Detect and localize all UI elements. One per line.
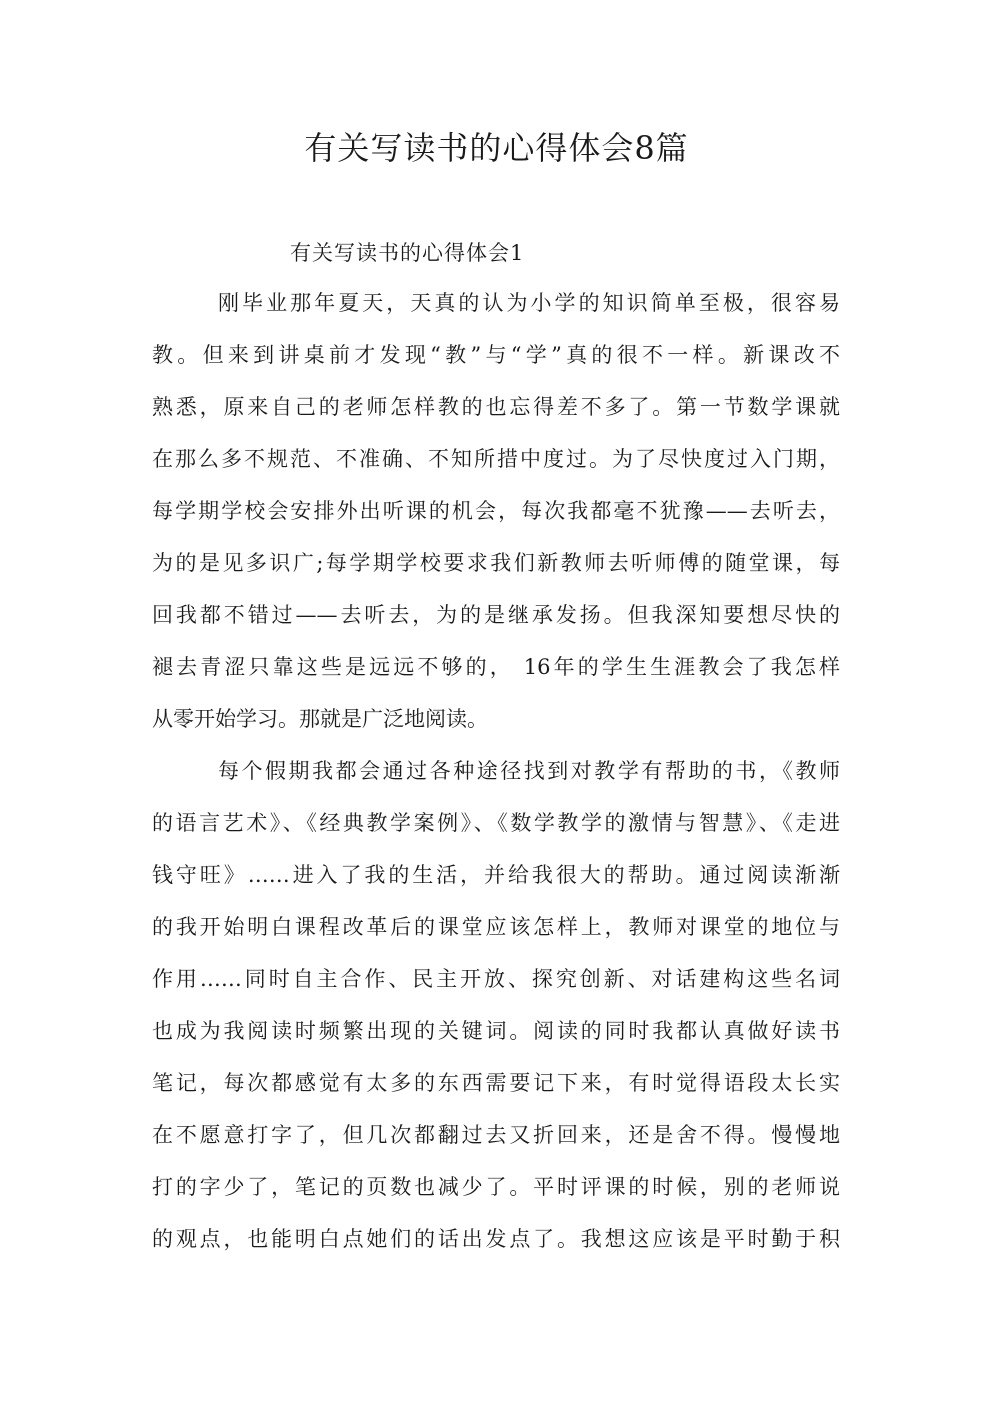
paragraph-2-line: 打的字少了，笔记的页数也减少了。平时评课的时候，别的老师说 (152, 1175, 840, 1199)
paragraph-1-line: 在那么多不规范、不准确、不知所措中度过。为了尽快度过入门期， (152, 447, 840, 471)
paragraph-1-line: 熟悉，原来自己的老师怎样教的也忘得差不多了。第一节数学课就 (152, 395, 840, 419)
paragraph-1-line: 褪去青涩只靠这些是远远不够的， 16年的学生生涯教会了我怎样 (152, 655, 840, 679)
paragraph-2-line: 钱守旺》……进入了我的生活，并给我很大的帮助。通过阅读渐渐 (152, 863, 840, 887)
paragraph-2-line: 每个假期我都会通过各种途径找到对教学有帮助的书，《教师 (218, 759, 840, 783)
paragraph-1-line: 回我都不错过——去听去，为的是继承发扬。但我深知要想尽快的 (152, 603, 840, 627)
paragraph-1-line: 刚毕业那年夏天，天真的认为小学的知识简单至极，很容易 (218, 291, 840, 315)
section-heading: 有关写读书的心得体会1 (290, 241, 525, 265)
paragraph-1-line: 教。但来到讲桌前才发现“教”与“学”真的很不一样。新课改不 (152, 343, 840, 367)
paragraph-2-line: 在不愿意打字了，但几次都翻过去又折回来，还是舍不得。慢慢地 (152, 1123, 840, 1147)
paragraph-1-line: 为的是见多识广;每学期学校要求我们新教师去听师傅的随堂课，每 (152, 551, 840, 575)
paragraph-2-line: 笔记，每次都感觉有太多的东西需要记下来，有时觉得语段太长实 (152, 1071, 840, 1095)
paragraph-1-line: 每学期学校会安排外出听课的机会，每次我都毫不犹豫——去听去， (152, 499, 840, 523)
paragraph-2-line: 作用……同时自主合作、民主开放、探究创新、对话建构这些名词 (152, 967, 840, 991)
paragraph-1-line: 从零开始学习。那就是广泛地阅读。 (152, 707, 488, 731)
paragraph-2-line: 也成为我阅读时频繁出现的关键词。阅读的同时我都认真做好读书 (152, 1019, 840, 1043)
paragraph-2-line: 的观点，也能明白点她们的话出发点了。我想这应该是平时勤于积 (152, 1227, 840, 1251)
paragraph-2-line: 的语言艺术》、《经典教学案例》、《数学教学的激情与智慧》、《走进 (152, 811, 840, 835)
document-title: 有关写读书的心得体会8篇 (304, 129, 689, 167)
paragraph-2-line: 的我开始明白课程改革后的课堂应该怎样上，教师对课堂的地位与 (152, 915, 840, 939)
